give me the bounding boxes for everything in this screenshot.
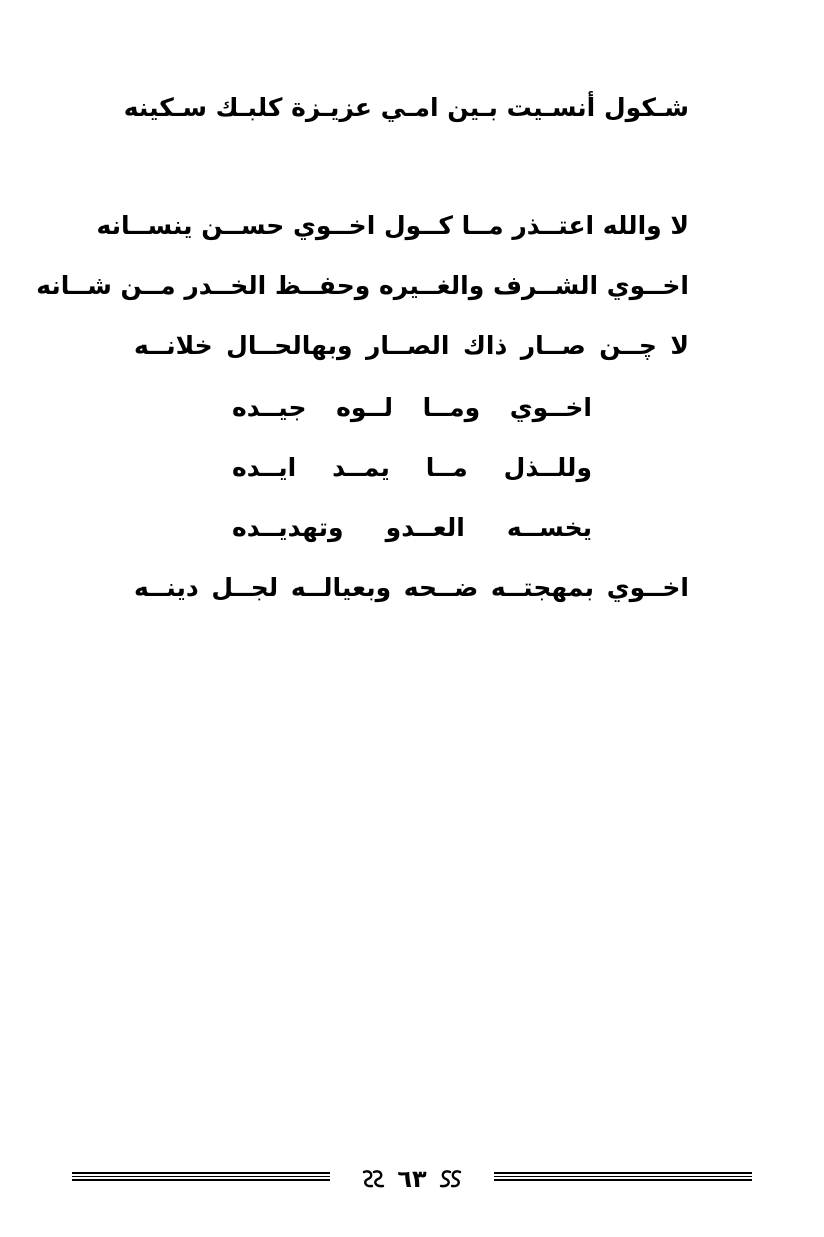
poem-line-3: لا چــن صــار ذاك الصــار وبهالحــال خلانــه	[134, 331, 689, 360]
page-folio	[350, 1162, 474, 1196]
footer-rule-right	[494, 1172, 752, 1181]
footer-rule-left	[72, 1172, 330, 1181]
ornament-left-icon	[361, 1168, 387, 1190]
ornament-right-icon	[437, 1168, 463, 1190]
poem-line-7: اخــوي بمهجتــه ضــحه وبعيالــه لجــل دينــه	[134, 573, 689, 602]
poem-line-2: اخــوي الشــرف والغــيره وحفــظ الخــدر مــن شــانه	[36, 271, 689, 300]
page-footer	[72, 1160, 752, 1200]
poem-line-4: اخــوي ومــا لــوه جيــده	[232, 393, 592, 422]
page-number: ٦٣	[397, 1165, 427, 1193]
poem-line-5: وللــذل مــا يمــد ايــده	[232, 453, 592, 482]
poem-line-6: يخســه العــدو وتهديــده	[232, 513, 592, 542]
poem-line-1: لا والله اعتــذر مــا كــول اخــوي حســن ينســانه	[96, 211, 689, 240]
poem-heading: شـكول أنسـيت بـين امـي عزيـزة كلبـك سـكينه	[123, 93, 689, 122]
